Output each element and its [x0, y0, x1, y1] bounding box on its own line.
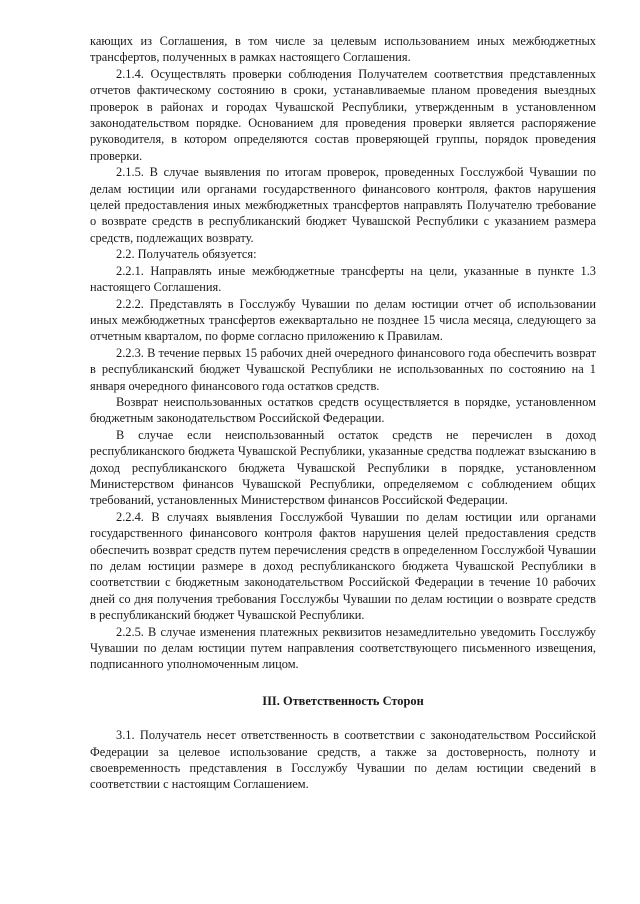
- paragraph-2-2-2: 2.2.2. Представлять в Госслужбу Чувашии по делам юстиции отчет об использовании иных межбюджетных трансфертов ежеквартально не позднее 15 числа месяца, следующего за отчетным кварталом, по форме согласно приложению к Правилам.: [90, 296, 596, 344]
- paragraph-2-2-4: 2.2.4. В случаях выявления Госслужбой Чувашии по делам юстиции или органами государственного финансового контроля фактов нарушения целей предоставления средств обеспечить возврат средств путем перечисления средств в определенном Госслужбой Чувашии по делам юстиции размере в доход республиканского бюджета Чувашской Республики в соответствии с бюджетным законодательством Российской Федерации в течение 10 рабочих дней со дня получения требования Госслужбы Чувашии по делам юстиции о возврате средств в республиканский бюджет Чувашской Республики.: [90, 509, 596, 623]
- paragraph-2-1-4: 2.1.4. Осуществлять проверки соблюдения Получателем соответствия представленных отчетов фактическому состоянию в сроки, устанавливаемые планом проведения выездных проверок в районах и городах Чувашской Республики, утвержденным в установленном законодательством порядке. Основанием для проведения проверки является распоряжение руководителя, в котором определяются состав проверяющей группы, порядок проведения проверки.: [90, 66, 596, 163]
- paragraph-continuation: кающих из Соглашения, в том числе за целевым использованием иных межбюджетных трансфертов, полученных в рамках настоящего Соглашения.: [90, 34, 596, 65]
- paragraph-2-2: 2.2. Получатель обязуется:: [116, 247, 257, 262]
- paragraph-2-1-5: 2.1.5. В случае выявления по итогам проверок, проведенных Госслужбой Чувашии по делам юстиции или органами государственного финансового контроля, фактов нарушения целей предоставления иных межбюджетных трансфертов направлять Получателю требование о возврате средств в республиканский бюджет Чувашской Республики с указанием размера средств, подлежащих возврату.: [90, 165, 596, 245]
- document-page: [90, 33, 596, 793]
- paragraph-recovery: В случае если неиспользованный остаток средств не перечислен в доход республиканского бюджета Чувашской Республики, указанные средства подлежат взысканию в доход республиканского бюджета Чувашской Республики в порядке, установленном Министерством финансов Чувашской Республики, определяемом с соблюдением общих требований, установленных Министерством финансов Российской Федерации.: [90, 427, 596, 508]
- paragraph-3-1: 3.1. Получатель несет ответственность в соответствии с законодательством Российской Федерации за целевое использование средств, а также за достоверность, полноту и своевременность представления в Госслужбу Чувашии по делам юстиции сведений в соответствии с настоящим Соглашением.: [90, 728, 596, 792]
- paragraph-return-order: Возврат неиспользованных остатков средств осуществляется в порядке, установленном бюджетным законодательством Российской Федерации.: [90, 394, 596, 426]
- paragraph-2-2-1: 2.2.1. Направлять иные межбюджетные трансферты на цели, указанные в пункте 1.3 настоящего Соглашения.: [90, 263, 596, 295]
- paragraph-2-2-3: 2.2.3. В течение первых 15 рабочих дней очередного финансового года обеспечить возврат в республиканский бюджет Чувашской Республики не использованных по состоянию на 1 января очередного финансового года остатков средств.: [90, 345, 596, 393]
- paragraph-2-2-5: 2.2.5. В случае изменения платежных реквизитов незамедлительно уведомить Госслужбу Чувашии по делам юстиции путем направления соответствующего письменного извещения, подписанного уполномоченным лицом.: [90, 624, 596, 672]
- section-heading: III. Ответственность Сторон: [262, 693, 424, 708]
